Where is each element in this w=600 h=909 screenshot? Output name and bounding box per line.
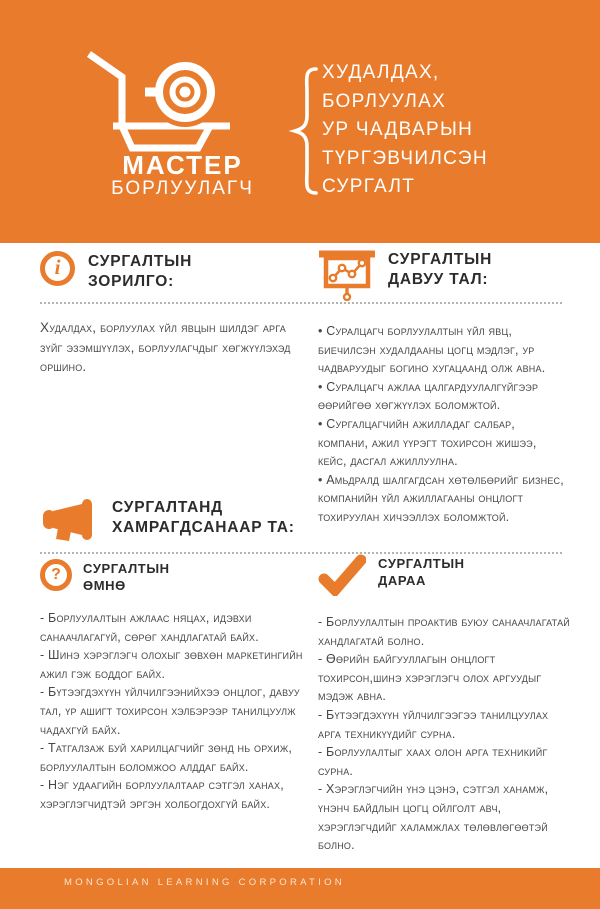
section-before bbox=[40, 559, 312, 814]
list-item: - Татгалзаж буй харилцагчийг зөнд нь орхиж, борлуулалтын боломжоо алддаг байх. bbox=[40, 741, 293, 774]
logo-text bbox=[100, 150, 265, 199]
subsection-title: СУРГАЛТЫН ДАРАА bbox=[378, 556, 465, 588]
after-list bbox=[318, 613, 574, 855]
section-title: СУРГАЛТАНД ХАМРАГДСАНААР ТА: bbox=[112, 499, 295, 536]
list-item: • Суралцагч ажлаа цалгардуулалгүйгээр өөрийгөө хөгжүүлэх боломжтой. bbox=[318, 379, 539, 413]
tagline-line: ХУДАЛДАХ, bbox=[322, 62, 440, 83]
tagline-line: УР ЧАДВАРЫН bbox=[322, 119, 474, 140]
list-item: - Бүтээгдэхүүн үйлчилгээнийхээ онцлог, давуу тал, үр ашигт тохирсон хэлбэрээр танилцуулж чадахгүй байх. bbox=[40, 685, 300, 737]
list-item: - Борлуулалтын проактив буюу санаачлагатай хандлагатай болно. bbox=[318, 615, 570, 648]
list-item: - Шинэ хэрэглэгч олохыг зөвхөн маркетингийн ажил гэж боддог байх. bbox=[40, 648, 303, 681]
list-item: - Бүтээгдэхүүн үйлчилгээгээ танилцуулах арга техникүүдийг сурна. bbox=[318, 707, 549, 741]
question-icon-glyph: ? bbox=[51, 566, 61, 583]
list-item: - Борлуулалтын ажлаас няцах, идэвхи санаачлагагүй, сөрөг хандлагатай байх. bbox=[40, 611, 259, 644]
checkmark-icon bbox=[318, 554, 366, 601]
section-after bbox=[318, 554, 574, 855]
section-goal bbox=[40, 251, 308, 377]
shopping-cart-logo-icon bbox=[84, 48, 234, 157]
section-advantages bbox=[318, 249, 568, 527]
tagline-line: БОРЛУУЛАХ bbox=[322, 90, 447, 112]
list-item: • Амьдралд шалгагдсан хөтөлбөрийг бизнес, компанийн үйл ажиллагааны онцлогт тохируулан хичээллэх боломжтой. bbox=[318, 472, 564, 524]
info-icon-glyph: i bbox=[54, 255, 61, 279]
logo-title: МАСТЕР bbox=[122, 150, 243, 180]
goal-text: Худалдах, борлуулах үйл явцын шилдэг арга зүйг эзэмшүүлэх, борлуулагчдыг хөгжүүлэхэд оршино. bbox=[40, 320, 291, 374]
list-item: - Хэрэглэгчийн үнэ цэнэ, сэтгэл ханамж, үнэнч байдлын цогц ойлголт авч, хэрэглэгчдийг халамжлах төлөвлөгөөтэй болно. bbox=[318, 782, 549, 853]
list-item: • Суралцагч борлуулалтын үйл явц, биечилсэн худалдааны цогц мэдлэг, ур чадваруудыг богино хугацаанд олж авна. bbox=[318, 324, 546, 376]
list-item: • Сургалцагчийн ажилладаг салбар, компани, ажил үүрэгт тохирсон жишээ, кейс, дасгал ажиллуулна. bbox=[318, 416, 537, 469]
curly-brace-icon bbox=[286, 66, 320, 201]
section-title: СУРГАЛТЫН ДАВУУ ТАЛ: bbox=[388, 251, 493, 288]
before-list bbox=[40, 609, 312, 814]
logo-subtitle: БОРЛУУЛАГЧ bbox=[111, 178, 254, 199]
tagline-line: СУРГАЛТ bbox=[322, 176, 416, 197]
list-item: - Өөрийн байгууллагын онцлогт тохирсон,шинэ хэрэглэгч олох аргуудыг мэдэж авна. bbox=[318, 652, 542, 704]
advantages-list bbox=[318, 322, 568, 527]
list-item: - Борлуулалтыг хаах олон арга техникийг сурна. bbox=[318, 745, 548, 778]
subsection-title: СУРГАЛТЫН ӨМНӨ bbox=[83, 561, 170, 593]
footer-company-name: MONGOLIAN LEARNING CORPORATION bbox=[64, 877, 345, 888]
list-item: - Нэг удаагийн борлуулалтаар сэтгэл ханах, хэрэглэгчидтэй эргэн холбогдохгүй байх. bbox=[40, 778, 284, 811]
tagline-line: ТҮРГЭВЧИЛСЭН bbox=[322, 147, 488, 169]
section-title: СУРГАЛТЫН ЗОРИЛГО: bbox=[88, 253, 193, 290]
megaphone-icon bbox=[40, 497, 96, 550]
header-tagline bbox=[322, 59, 488, 202]
question-icon bbox=[40, 559, 72, 591]
presentation-chart-icon bbox=[318, 249, 376, 306]
section-enroll bbox=[40, 497, 562, 550]
info-icon bbox=[40, 251, 75, 286]
